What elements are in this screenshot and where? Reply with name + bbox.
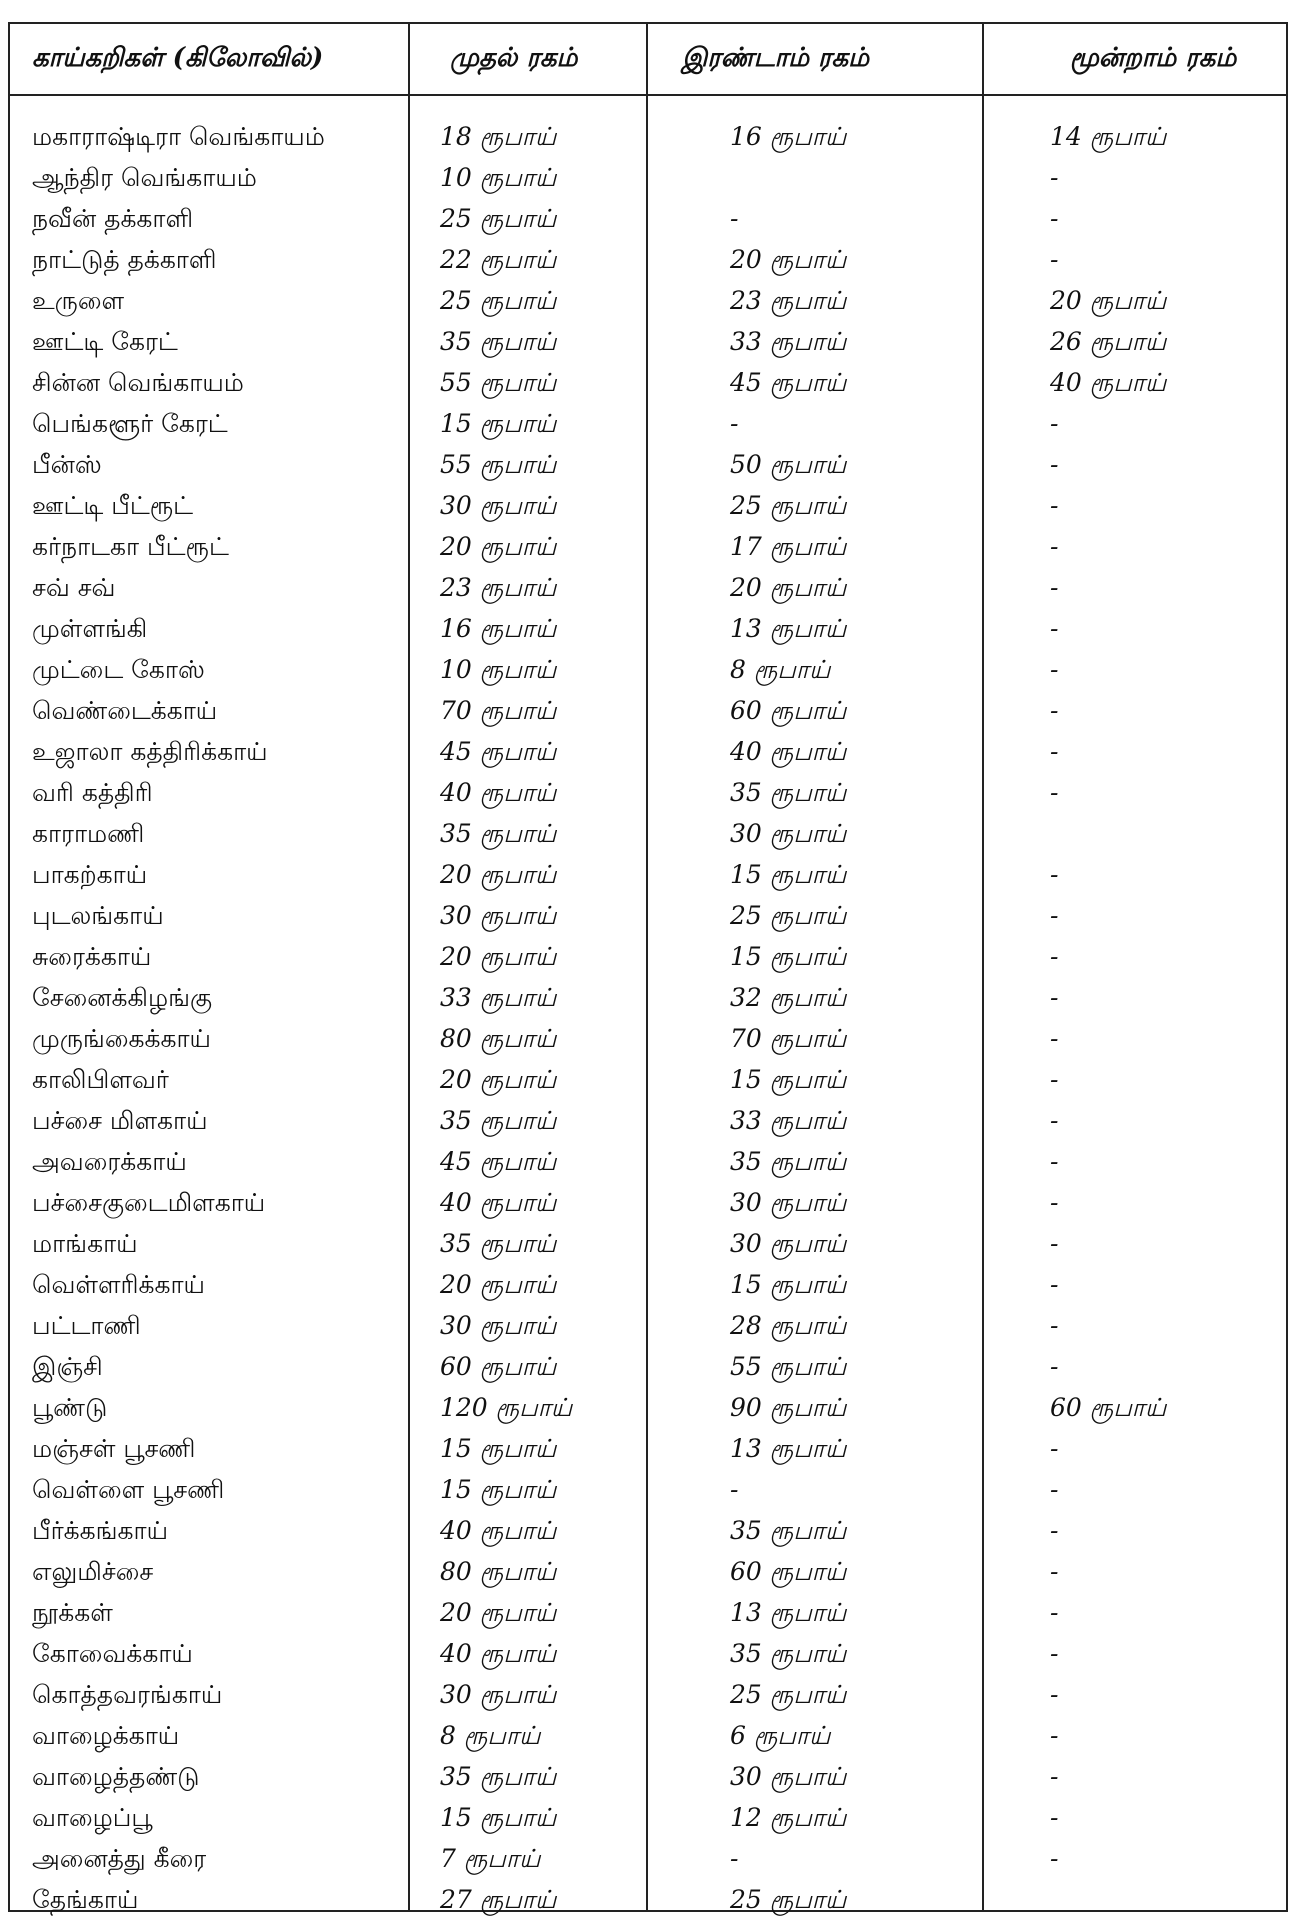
table-row (10, 1551, 1286, 1592)
third-grade-price: - (1050, 245, 1059, 274)
third-grade-price: - (1050, 655, 1059, 684)
second-grade-price: 15 ரூபாய் (730, 1065, 847, 1094)
third-grade-price: - (1050, 1598, 1059, 1627)
second-grade-price: - (730, 204, 739, 233)
table-row (10, 321, 1286, 362)
second-grade-price: 16 ரூபாய் (730, 122, 847, 151)
vegetable-name: தேங்காய் (32, 1885, 139, 1914)
first-grade-price: 60 ரூபாய் (440, 1352, 557, 1381)
second-grade-price: 30 ரூபாய் (730, 1762, 847, 1791)
second-grade-price: 35 ரூபாய் (730, 1516, 847, 1545)
table-row (10, 977, 1286, 1018)
first-grade-price: 20 ரூபாய் (440, 1065, 557, 1094)
table-row (10, 198, 1286, 239)
table-row (10, 1838, 1286, 1879)
first-grade-price: 120 ரூபாய் (440, 1393, 573, 1422)
table-row (10, 1510, 1286, 1551)
first-grade-price: 20 ரூபாய் (440, 860, 557, 889)
first-grade-price: 40 ரூபாய் (440, 1516, 557, 1545)
table-row (10, 444, 1286, 485)
first-grade-price: 33 ரூபாய் (440, 983, 557, 1012)
third-grade-price: - (1050, 1557, 1059, 1586)
table-row (10, 1100, 1286, 1141)
table-row (10, 1469, 1286, 1510)
second-grade-price: 35 ரூபாய் (730, 1639, 847, 1668)
second-grade-price: 70 ரூபாய் (730, 1024, 847, 1053)
second-grade-price: 90 ரூபாய் (730, 1393, 847, 1422)
second-grade-price: - (730, 1844, 739, 1873)
table-row (10, 772, 1286, 813)
first-grade-price: 40 ரூபாய் (440, 778, 557, 807)
vegetable-name: எலுமிச்சை (32, 1557, 154, 1586)
third-grade-price: - (1050, 1516, 1059, 1545)
vegetable-name: வாழைப்பூ (32, 1803, 153, 1832)
third-grade-price: - (1050, 696, 1059, 725)
first-grade-price: 55 ரூபாய் (440, 450, 557, 479)
first-grade-price: 27 ரூபாய் (440, 1885, 557, 1914)
third-grade-price: - (1050, 204, 1059, 233)
table-row (10, 1633, 1286, 1674)
third-grade-price: - (1050, 1475, 1059, 1504)
second-grade-price: 6 ரூபாய் (730, 1721, 831, 1750)
first-grade-price: 40 ரூபாய் (440, 1639, 557, 1668)
vegetable-name: முள்ளங்கி (32, 614, 148, 643)
table-row (10, 239, 1286, 280)
vegetable-name: பச்சைகுடைமிளகாய் (32, 1188, 266, 1217)
first-grade-price: 30 ரூபாய் (440, 1311, 557, 1340)
vegetable-name: வாழைக்காய் (32, 1721, 180, 1750)
table-row (10, 608, 1286, 649)
vegetable-name: ஊட்டி கேரட் (32, 327, 178, 356)
table-row (10, 116, 1286, 157)
vegetable-name: நூக்கள் (32, 1598, 113, 1627)
second-grade-price: 40 ரூபாய் (730, 737, 847, 766)
second-grade-price: 23 ரூபாய் (730, 286, 847, 315)
table-row (10, 485, 1286, 526)
third-grade-price: 26 ரூபாய் (1050, 327, 1167, 356)
third-grade-price: - (1050, 1106, 1059, 1135)
first-grade-price: 15 ரூபாய் (440, 1434, 557, 1463)
first-grade-price: 23 ரூபாய் (440, 573, 557, 602)
vegetable-name: நாட்டுத் தக்காளி (32, 245, 217, 274)
third-grade-price: - (1050, 1229, 1059, 1258)
vegetable-name: சவ் சவ் (32, 573, 116, 602)
second-grade-price: - (730, 1475, 739, 1504)
second-grade-price: 15 ரூபாய் (730, 1270, 847, 1299)
table-row (10, 1756, 1286, 1797)
table-row (10, 1141, 1286, 1182)
first-grade-price: 35 ரூபாய் (440, 819, 557, 848)
first-grade-price: 35 ரூபாய் (440, 1106, 557, 1135)
vegetable-name: சுரைக்காய் (32, 942, 152, 971)
third-grade-price: - (1050, 1639, 1059, 1668)
table-row (10, 731, 1286, 772)
second-grade-price: 25 ரூபாய் (730, 1680, 847, 1709)
first-grade-price: 40 ரூபாய் (440, 1188, 557, 1217)
second-grade-price: 50 ரூபாய் (730, 450, 847, 479)
first-grade-price: 22 ரூபாய் (440, 245, 557, 274)
vegetable-name: மகாராஷ்டிரா வெங்காயம் (32, 122, 325, 151)
table-row (10, 1223, 1286, 1264)
vegetable-name: அவரைக்காய் (32, 1147, 187, 1176)
vegetable-name: உஜாலா கத்திரிக்காய் (32, 737, 268, 766)
third-grade-price: - (1050, 1434, 1059, 1463)
table-row (10, 1264, 1286, 1305)
table-row (10, 1715, 1286, 1756)
second-grade-price: 13 ரூபாய் (730, 614, 847, 643)
third-grade-price: - (1050, 778, 1059, 807)
vegetable-name: சின்ன வெங்காயம் (32, 368, 244, 397)
table-row (10, 1674, 1286, 1715)
vegetable-name: நவீன் தக்காளி (32, 204, 194, 233)
vegetable-name: வாழைத்தண்டு (32, 1762, 200, 1791)
table-row (10, 1387, 1286, 1428)
table-row (10, 362, 1286, 403)
second-grade-price: - (730, 409, 739, 438)
second-grade-price: 32 ரூபாய் (730, 983, 847, 1012)
vegetable-name: காராமணி (32, 819, 145, 848)
third-grade-price: 20 ரூபாய் (1050, 286, 1167, 315)
table-row (10, 854, 1286, 895)
third-grade-price: - (1050, 1065, 1059, 1094)
second-grade-price: 35 ரூபாய் (730, 778, 847, 807)
second-grade-price: 25 ரூபாய் (730, 491, 847, 520)
second-grade-price: 8 ரூபாய் (730, 655, 831, 684)
table-row (10, 280, 1286, 321)
header-first-grade: முதல் ரகம் (450, 42, 578, 73)
first-grade-price: 30 ரூபாய் (440, 901, 557, 930)
third-grade-price: - (1050, 1352, 1059, 1381)
third-grade-price: 14 ரூபாய் (1050, 122, 1167, 151)
third-grade-price: - (1050, 1024, 1059, 1053)
vegetable-name: பூண்டு (32, 1393, 108, 1422)
third-grade-price: 40 ரூபாய் (1050, 368, 1167, 397)
header-vegetables: காய்கறிகள் (கிலோவில்) (32, 42, 324, 73)
second-grade-price: 12 ரூபாய் (730, 1803, 847, 1832)
third-grade-price: - (1050, 942, 1059, 971)
third-grade-price: - (1050, 614, 1059, 643)
header-third-grade: மூன்றாம் ரகம் (1070, 42, 1237, 73)
table-row (10, 157, 1286, 198)
first-grade-price: 16 ரூபாய் (440, 614, 557, 643)
third-grade-price: - (1050, 737, 1059, 766)
third-grade-price: - (1050, 573, 1059, 602)
first-grade-price: 18 ரூபாய் (440, 122, 557, 151)
third-grade-price: - (1050, 901, 1059, 930)
second-grade-price: 30 ரூபாய் (730, 1229, 847, 1258)
vegetable-name: பெங்களூர் கேரட் (32, 409, 228, 438)
table-row (10, 690, 1286, 731)
first-grade-price: 30 ரூபாய் (440, 491, 557, 520)
second-grade-price: 30 ரூபாய் (730, 1188, 847, 1217)
third-grade-price: - (1050, 1147, 1059, 1176)
third-grade-price: - (1050, 1844, 1059, 1873)
first-grade-price: 15 ரூபாய் (440, 1475, 557, 1504)
third-grade-price: - (1050, 532, 1059, 561)
first-grade-price: 45 ரூபாய் (440, 1147, 557, 1176)
second-grade-price: 55 ரூபாய் (730, 1352, 847, 1381)
second-grade-price: 15 ரூபாய் (730, 942, 847, 971)
first-grade-price: 35 ரூபாய் (440, 1229, 557, 1258)
vegetable-name: வெள்ளை பூசணி (32, 1475, 225, 1504)
second-grade-price: 45 ரூபாய் (730, 368, 847, 397)
first-grade-price: 30 ரூபாய் (440, 1680, 557, 1709)
first-grade-price: 10 ரூபாய் (440, 163, 557, 192)
vegetable-name: கொத்தவரங்காய் (32, 1680, 223, 1709)
third-grade-price: - (1050, 1680, 1059, 1709)
table-row (10, 1346, 1286, 1387)
vegetable-name: வரி கத்திரி (32, 778, 153, 807)
second-grade-price: 17 ரூபாய் (730, 532, 847, 561)
vegetable-name: உருளை (32, 286, 125, 315)
second-grade-price: 60 ரூபாய் (730, 1557, 847, 1586)
second-grade-price: 25 ரூபாய் (730, 901, 847, 930)
table-row (10, 1592, 1286, 1633)
first-grade-price: 8 ரூபாய் (440, 1721, 541, 1750)
third-grade-price: - (1050, 1188, 1059, 1217)
table-row (10, 1428, 1286, 1469)
second-grade-price: 25 ரூபாய் (730, 1885, 847, 1914)
vegetable-name: புடலங்காய் (32, 901, 164, 930)
vegetable-name: சேனைக்கிழங்கு (32, 983, 213, 1012)
vegetable-name: வெள்ளரிக்காய் (32, 1270, 205, 1299)
vegetable-name: மாங்காய் (32, 1229, 138, 1258)
vegetable-name: இஞ்சி (32, 1352, 103, 1381)
vegetable-name: பட்டாணி (32, 1311, 141, 1340)
first-grade-price: 20 ரூபாய் (440, 532, 557, 561)
second-grade-price: 28 ரூபாய் (730, 1311, 847, 1340)
table-row (10, 1182, 1286, 1223)
third-grade-price: - (1050, 450, 1059, 479)
second-grade-price: 33 ரூபாய் (730, 1106, 847, 1135)
vegetable-name: பீன்ஸ் (32, 450, 102, 479)
second-grade-price: 13 ரூபாய் (730, 1434, 847, 1463)
table-row (10, 1059, 1286, 1100)
third-grade-price: - (1050, 163, 1059, 192)
first-grade-price: 20 ரூபாய் (440, 1598, 557, 1627)
second-grade-price: 60 ரூபாய் (730, 696, 847, 725)
third-grade-price: - (1050, 983, 1059, 1012)
table-row (10, 813, 1286, 854)
table-row (10, 936, 1286, 977)
vegetable-name: கர்நாடகா பீட்ரூட் (32, 532, 229, 561)
first-grade-price: 15 ரூபாய் (440, 1803, 557, 1832)
vegetable-name: காலிபிளவர் (32, 1065, 169, 1094)
first-grade-price: 20 ரூபாய் (440, 1270, 557, 1299)
vegetable-name: வெண்டைக்காய் (32, 696, 218, 725)
third-grade-price: - (1050, 1803, 1059, 1832)
third-grade-price: - (1050, 409, 1059, 438)
table-row (10, 1797, 1286, 1838)
vegetable-name: பீர்க்கங்காய் (32, 1516, 169, 1545)
second-grade-price: 33 ரூபாய் (730, 327, 847, 356)
vegetable-name: மஞ்சள் பூசணி (32, 1434, 196, 1463)
first-grade-price: 45 ரூபாய் (440, 737, 557, 766)
third-grade-price: - (1050, 1311, 1059, 1340)
first-grade-price: 35 ரூபாய் (440, 327, 557, 356)
table-row (10, 1305, 1286, 1346)
third-grade-price: - (1050, 1762, 1059, 1791)
table-row (10, 1879, 1286, 1920)
vegetable-name: ஊட்டி பீட்ரூட் (32, 491, 194, 520)
first-grade-price: 35 ரூபாய் (440, 1762, 557, 1791)
price-table (8, 22, 1288, 1912)
table-body (10, 116, 1286, 1920)
second-grade-price: 20 ரூபாய் (730, 573, 847, 602)
third-grade-price: - (1050, 1721, 1059, 1750)
first-grade-price: 20 ரூபாய் (440, 942, 557, 971)
first-grade-price: 25 ரூபாய் (440, 286, 557, 315)
third-grade-price: 60 ரூபாய் (1050, 1393, 1167, 1422)
first-grade-price: 15 ரூபாய் (440, 409, 557, 438)
header-second-grade: இரண்டாம் ரகம் (682, 42, 870, 73)
table-row (10, 526, 1286, 567)
table-row (10, 1018, 1286, 1059)
first-grade-price: 7 ரூபாய் (440, 1844, 541, 1873)
first-grade-price: 25 ரூபாய் (440, 204, 557, 233)
table-row (10, 403, 1286, 444)
vegetable-name: கோவைக்காய் (32, 1639, 193, 1668)
table-row (10, 649, 1286, 690)
table-row (10, 895, 1286, 936)
vegetable-name: பாகற்காய் (32, 860, 148, 889)
first-grade-price: 80 ரூபாய் (440, 1024, 557, 1053)
header-divider (10, 94, 1286, 96)
second-grade-price: 13 ரூபாய் (730, 1598, 847, 1627)
table-row (10, 567, 1286, 608)
vegetable-name: முட்டை கோஸ் (32, 655, 205, 684)
first-grade-price: 10 ரூபாய் (440, 655, 557, 684)
second-grade-price: 30 ரூபாய் (730, 819, 847, 848)
vegetable-name: பச்சை மிளகாய் (32, 1106, 208, 1135)
first-grade-price: 70 ரூபாய் (440, 696, 557, 725)
first-grade-price: 80 ரூபாய் (440, 1557, 557, 1586)
second-grade-price: 20 ரூபாய் (730, 245, 847, 274)
vegetable-name: ஆந்திர வெங்காயம் (32, 163, 257, 192)
second-grade-price: 15 ரூபாய் (730, 860, 847, 889)
third-grade-price: - (1050, 1270, 1059, 1299)
first-grade-price: 55 ரூபாய் (440, 368, 557, 397)
second-grade-price: 35 ரூபாய் (730, 1147, 847, 1176)
vegetable-name: முருங்கைக்காய் (32, 1024, 211, 1053)
vegetable-name: அனைத்து கீரை (32, 1844, 207, 1873)
third-grade-price: - (1050, 860, 1059, 889)
third-grade-price: - (1050, 491, 1059, 520)
